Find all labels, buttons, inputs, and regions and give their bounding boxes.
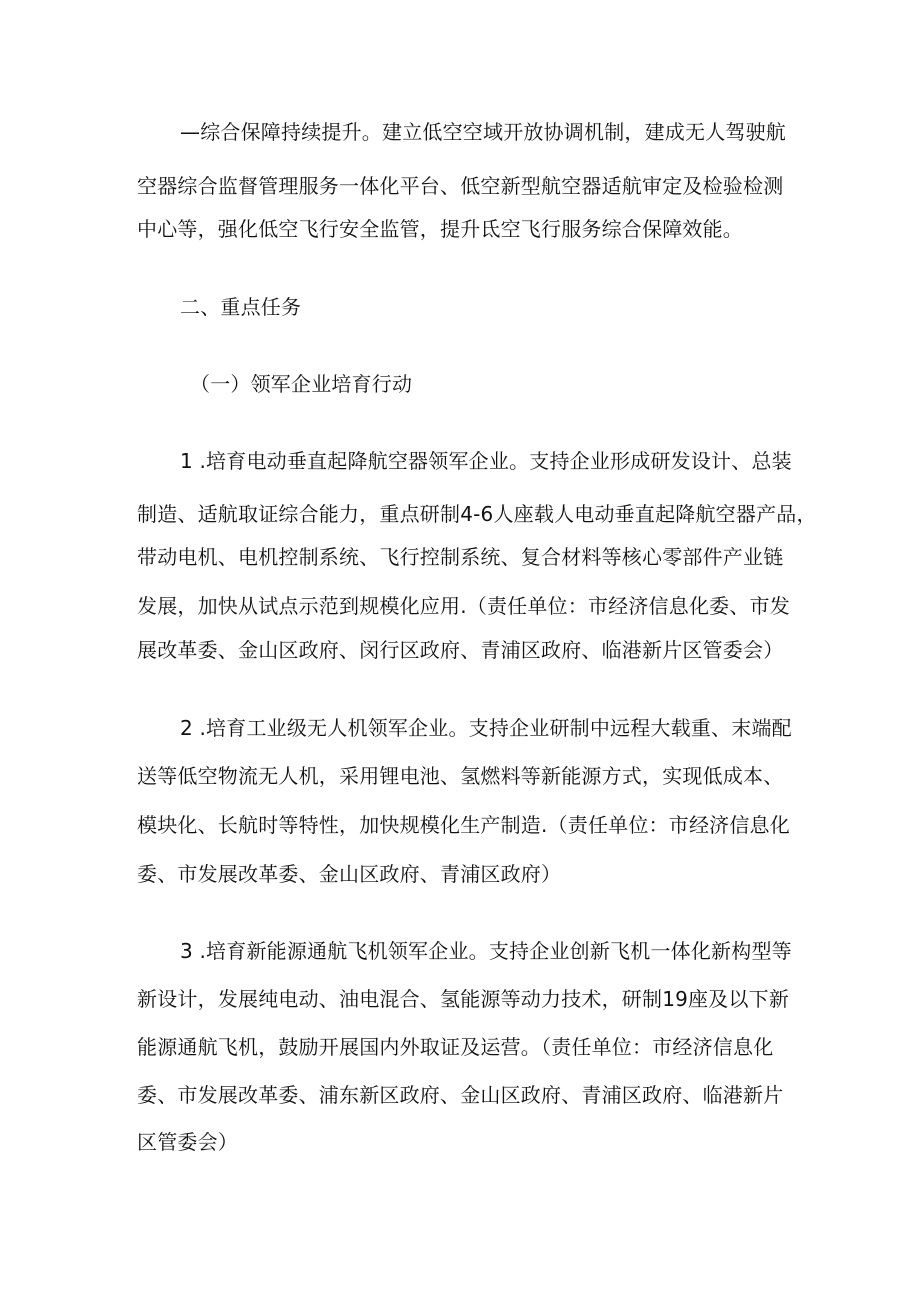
section-title: 二、重点任务 xyxy=(180,295,302,319)
item-2-line-1: 2 .培育工业级无人机领军企业。支持企业研制中远程大载重、末端配 xyxy=(180,716,792,740)
item-1-line-4: 发展，加快从试点示范到规模化应用.（责任单位：市经济信息化委、市发 xyxy=(137,594,790,618)
intro-line-1: —综合保障持续提升。建立低空空域开放协调机制，建成无人驾驶航 xyxy=(180,120,786,144)
item-2-line-2: 送等低空物流无人机，采用锂电池、氢燃料等新能源方式，实现低成本、 xyxy=(137,764,784,788)
item-3-line-5: 区管委会） xyxy=(137,1130,238,1154)
item-1-line-1: 1 .培育电动垂直起降航空器领军企业。支持企业形成研发设计、总装 xyxy=(180,449,792,473)
intro-line-3: 中心等，强化低空飞行安全监管，提升氐空飞行服务综合保障效能。 xyxy=(137,217,743,241)
item-1-line-3: 带动电机、电机控制系统、飞行控制系统、复合材料等核心零部件产业链 xyxy=(137,545,784,569)
item-3-line-2: 新设计，发展纯电动、油电混合、氢能源等动力技术，研制19座及以下新 xyxy=(137,987,790,1011)
item-1-line-2: 制造、适航取证综合能力，重点研制4-6人座载人电动垂直起降航空器产品， xyxy=(137,502,817,526)
item-1-line-5: 展改革委、金山区政府、闵行区政府、青浦区政府、临港新片区管委会） xyxy=(137,638,784,662)
subsection-title: （一）领军企业培育行动 xyxy=(190,372,413,396)
item-3-line-3: 能源通航飞机，鼓励开展国内外取证及运营。（责任单位：市经济信息化 xyxy=(137,1035,774,1059)
item-3-line-4: 委、市发展改革委、浦东新区政府、金山区政府、青浦区政府、临港新片 xyxy=(137,1083,784,1107)
item-3-line-1: 3 .培育新能源通航飞机领军企业。支持企业创新飞机一体化新构型等 xyxy=(180,939,792,963)
item-2-line-3: 模块化、长航时等特性，加快规模化生产制造.（责任单位：市经济信息化 xyxy=(137,813,790,837)
item-2-line-4: 委、市发展改革委、金山区政府、青浦区政府） xyxy=(137,862,562,886)
intro-line-2: 空器综合监督管理服务一体化平台、低空新型航空器适航审定及检验检测 xyxy=(137,174,784,198)
